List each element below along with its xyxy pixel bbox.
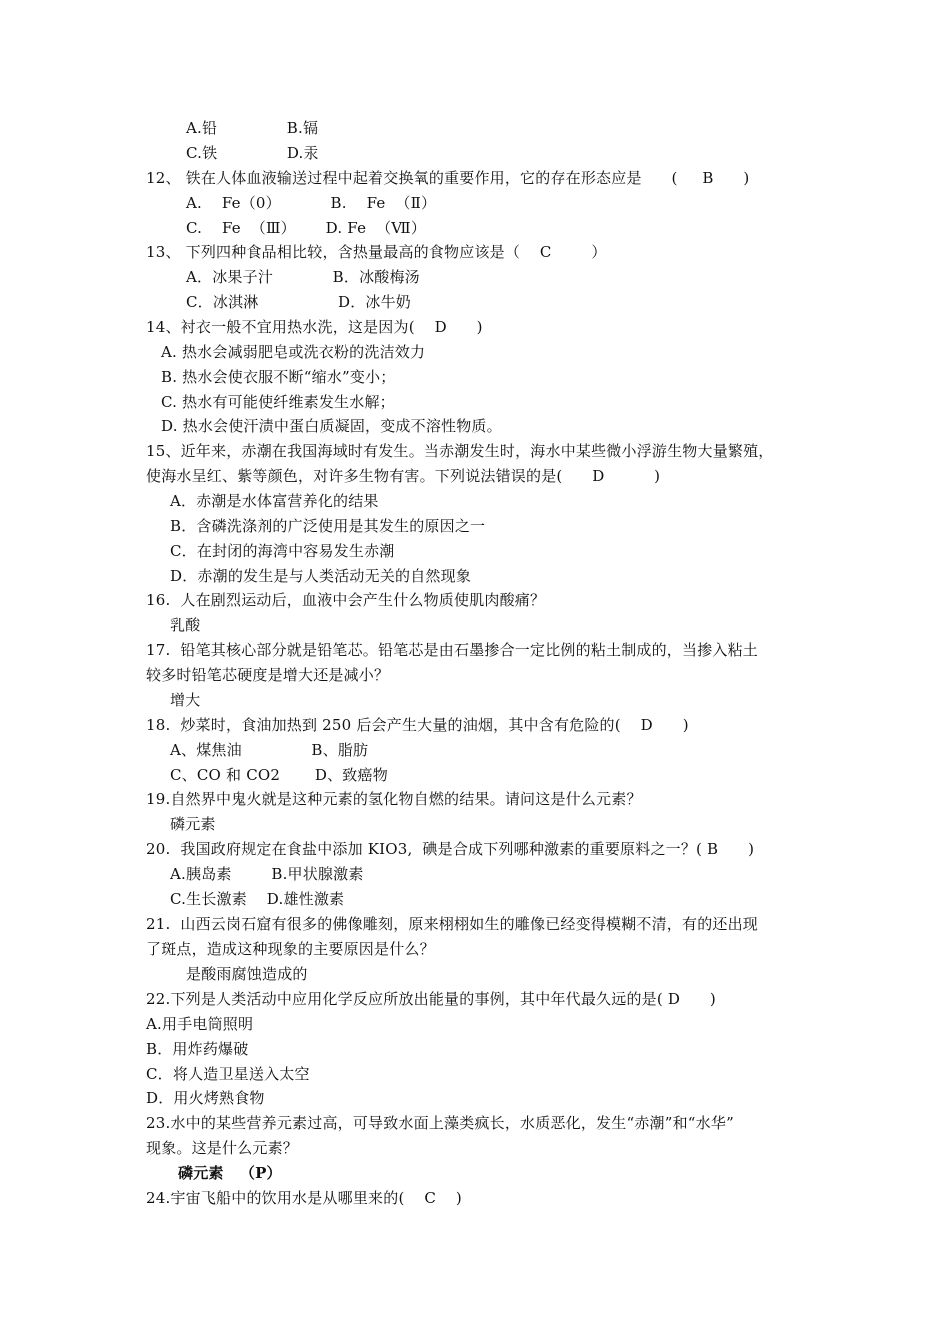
q17-question-line2: 较多时铅笔芯硬度是增大还是减小？ [146, 666, 390, 684]
q18-options-ab: A、煤焦油 B、脂肪 [170, 741, 369, 759]
q20-options-ab: A.胰岛素 B.甲状腺激素 [170, 865, 364, 883]
q15-option-d: D．赤潮的发生是与人类活动无关的自然现象 [170, 567, 472, 585]
q15-question-line2: 使海水呈红、紫等颜色，对许多生物有害。下列说法错误的是( D ) [146, 467, 661, 485]
q18-options-cd: C、CO 和 CO2 D、致癌物 [170, 766, 388, 784]
q22-option-b: B．用炸药爆破 [146, 1040, 249, 1058]
q21-answer: 是酸雨腐蚀造成的 [186, 965, 308, 983]
q20-options-cd: C.生长激素 D.雄性激素 [170, 890, 345, 908]
q17-answer: 增大 [170, 691, 201, 709]
q20-question: 20. 我国政府规定在食盐中添加 KIO3, 碘是合成下列哪种激素的重要原料之一？( B ) [146, 840, 755, 858]
q19-question: 19.自然界中鬼火就是这种元素的氢化物自燃的结果。请问这是什么元素？ [146, 790, 642, 808]
q14-option-d: D. 热水会使汗渍中蛋白质凝固，变成不溶性物质。 [161, 417, 502, 435]
q12-options-ab: A. Fe（0） B. Fe （Ⅱ） [186, 194, 437, 212]
q12-question: 12、 铁在人体血液输送过程中起着交换氧的重要作用，它的存在形态应是 ( B ) [146, 169, 750, 187]
q23-answer: 磷元素 （P） [178, 1164, 282, 1182]
q19-answer: 磷元素 [170, 815, 216, 833]
q15-option-b: B．含磷洗涤剂的广泛使用是其发生的原因之一 [170, 517, 486, 535]
q24-question: 24.宇宙飞船中的饮用水是从哪里来的( C ) [146, 1189, 462, 1207]
q14-option-c: C. 热水有可能使纤维素发生水解； [161, 393, 395, 411]
q12-options-cd: C. Fe （Ⅲ） D. Fe （Ⅶ） [186, 219, 427, 237]
q21-question-line2: 了斑点，造成这种现象的主要原因是什么？ [146, 940, 435, 958]
q15-option-c: C．在封闭的海湾中容易发生赤潮 [170, 542, 395, 560]
q11-options-ab: A.铅 B.镉 [186, 119, 319, 137]
q13-options-ab: A．冰果子汁 B．冰酸梅汤 [186, 268, 420, 286]
q22-option-c: C．将人造卫星送入太空 [146, 1065, 310, 1083]
q23-question-line2: 现象。这是什么元素？ [146, 1139, 299, 1157]
q14-question: 14、衬衣一般不宜用热水洗，这是因为( D ) [146, 318, 483, 336]
q17-question-line1: 17. 铅笔其核心部分就是铅笔芯。铅笔芯是由石墨掺合一定比例的粘土制成的，当掺入粘土 [146, 641, 758, 659]
q15-option-a: A．赤潮是水体富营养化的结果 [170, 492, 379, 510]
q14-option-b: B. 热水会使衣服不断“缩水”变小； [161, 368, 396, 386]
q16-question: 16. 人在剧烈运动后，血液中会产生什么物质使肌肉酸痛？ [146, 591, 546, 609]
q22-option-d: D．用火烤熟食物 [146, 1089, 265, 1107]
q11-options-cd: C.铁 D.汞 [186, 144, 319, 162]
q22-question: 22.下列是人类活动中应用化学反应所放出能量的事例，其中年代最久远的是( D ) [146, 990, 716, 1008]
q23-question-line1: 23.水中的某些营养元素过高，可导致水面上藻类疯长，水质恶化，发生“赤潮”和“水华” [146, 1114, 734, 1132]
q13-options-cd: C．冰淇淋 D．冰牛奶 [186, 293, 411, 311]
q21-question-line1: 21. 山西云岗石窟有很多的佛像雕刻，原来栩栩如生的雕像已经变得模糊不清，有的还出现 [146, 915, 758, 933]
q14-option-a: A. 热水会减弱肥皂或洗衣粉的洗洁效力 [161, 343, 426, 361]
q13-question: 13、 下列四种食品相比较，含热量最高的食物应该是（ C ） [146, 243, 607, 261]
q18-question: 18. 炒菜时，食油加热到 250 后会产生大量的油烟，其中含有危险的( D ) [146, 716, 689, 734]
q22-option-a: A.用手电筒照明 [146, 1015, 254, 1033]
q15-question-line1: 15、近年来，赤潮在我国海域时有发生。当赤潮发生时，海水中某些微小浮游生物大量繁殖， [146, 442, 774, 460]
q16-answer: 乳酸 [170, 616, 201, 634]
